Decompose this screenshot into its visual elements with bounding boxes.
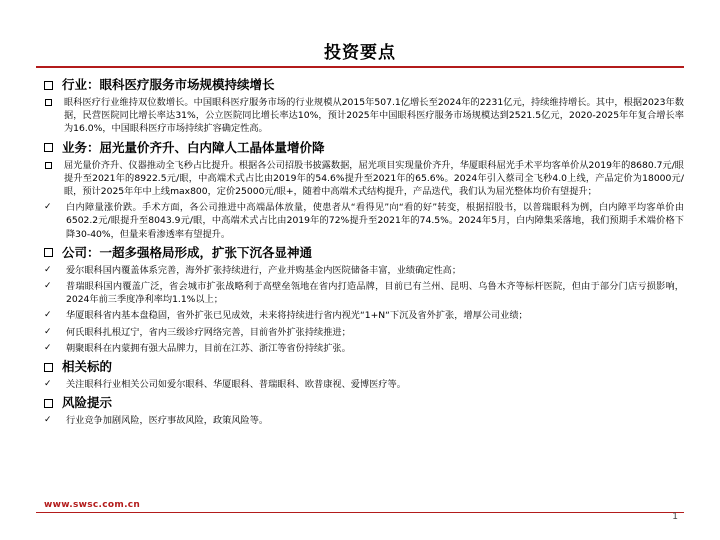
list-item: ✓ 白内障量涨价跌。手术方面，各公司推进中高端晶体放量，使患者从“看得见”向“看的好”转变，根据招股书，以普瑞眼科为例，白内障平均客单价由6502.2元/眼提升至8043.9元/眼，中高端术式占比由2019年的72%提升至2021年的74.5%。2024年5月，白内障集采落地，我们预期手术端价格下降30-40%，但量来看渗透率有望提升。: [44, 202, 684, 240]
list-item: 眼科医疗行业维持双位数增长。中国眼科医疗服务市场的行业规模从2015年507.1亿增长至2024年的2231亿元，持续维持增长。其中，根据2023年数据，民营医院同比增长率达31%，公立医院同比增长率达10%，预计2025年中国眼科医疗服务市场规模达到2521.5亿元，2020-2025年年复合增长率为16.0%，中国眼科医疗市场持续扩容确定性高。: [42, 96, 684, 136]
square-bullet-icon: [44, 399, 53, 408]
list-item: 屈光量价齐升、仪器推动全飞秒占比提升。根据各公司招股书披露数据，屈光项目实现量价齐升，华厦眼科屈光手术平均客单价从2019年的8680.7元/眼提升至2021年的8922.5元/眼，中高端术式占比由2019年的54.6%提升至2021年的65.6%。2024年引入蔡司全飞秒4.0上线，产品定价为18000元/眼，预计2025年年中上线max800，定价25000元/眼+，随着中高端术式结构提升，产品迭代，我们认为屈光整体均价有望提升；: [42, 159, 684, 199]
footer-website-link[interactable]: www.swsc.com.cn: [44, 500, 141, 510]
footer-divider: [36, 512, 684, 513]
list-item: ✓ 爱尔眼科国内覆盖体系完善，海外扩张持续进行，产业并购基金内医院储备丰富，业绩确定性高；: [44, 264, 462, 276]
check-icon: ✓: [44, 379, 52, 390]
small-square-bullet-icon: [42, 96, 64, 136]
page-number: 1: [672, 512, 678, 522]
check-icon: ✓: [44, 281, 52, 292]
square-bullet-icon: [44, 143, 53, 152]
title-divider: [36, 66, 684, 68]
list-item: ✓ 关注眼科行业相关公司如爱尔眼科、华厦眼科、普瑞眼科、欧普康视、爱博医疗等。: [44, 379, 406, 391]
section-heading-related-stocks: 相关标的: [42, 358, 684, 376]
section-heading-business: 业务：屈光量价齐升、白内障人工晶体量增价降: [42, 139, 684, 157]
section-heading-industry: 行业：眼科医疗服务市场规模持续增长: [42, 76, 684, 94]
list-item: ✓ 朝聚眼科在内蒙拥有强大品牌力，目前在江苏、浙江等省份持续扩张。: [44, 342, 351, 354]
square-bullet-icon: [44, 363, 53, 372]
list-item: ✓ 普瑞眼科国内覆盖广泛，省会城市扩张战略利于高壁垒瓴地在省内打造品牌，目前已有兰州、昆明、乌鲁木齐等标杆医院，但由于部分门店亏损影响，2024年前三季度净利率均1.1%以上；: [44, 281, 684, 306]
check-icon: ✓: [44, 415, 52, 426]
check-icon: ✓: [44, 326, 52, 337]
square-bullet-icon: [44, 248, 53, 257]
page-title: 投资要点: [324, 43, 396, 63]
small-square-bullet-icon: [42, 159, 64, 199]
list-item: ✓ 行业竞争加剧风险，医疗事故风险，政策风险等。: [44, 415, 269, 427]
list-item: ✓ 华厦眼科省内基本盘稳固，省外扩张已见成效，未来将持续进行省内视光“1+N“下沉及省外扩张，增厚公司业绩；: [44, 310, 528, 322]
content-area: [42, 74, 684, 430]
check-icon: ✓: [44, 310, 52, 321]
check-icon: ✓: [44, 264, 52, 275]
section-heading-company: 公司：一超多强格局形成，扩张下沉各显神通: [42, 244, 684, 262]
list-item: ✓ 何氏眼科扎根辽宁，省内三级诊疗网络完善，目前省外扩张持续推进；: [44, 326, 351, 338]
check-icon: ✓: [44, 202, 52, 213]
square-bullet-icon: [44, 81, 53, 90]
section-heading-risks: 风险提示: [42, 394, 684, 412]
check-icon: ✓: [44, 342, 52, 353]
